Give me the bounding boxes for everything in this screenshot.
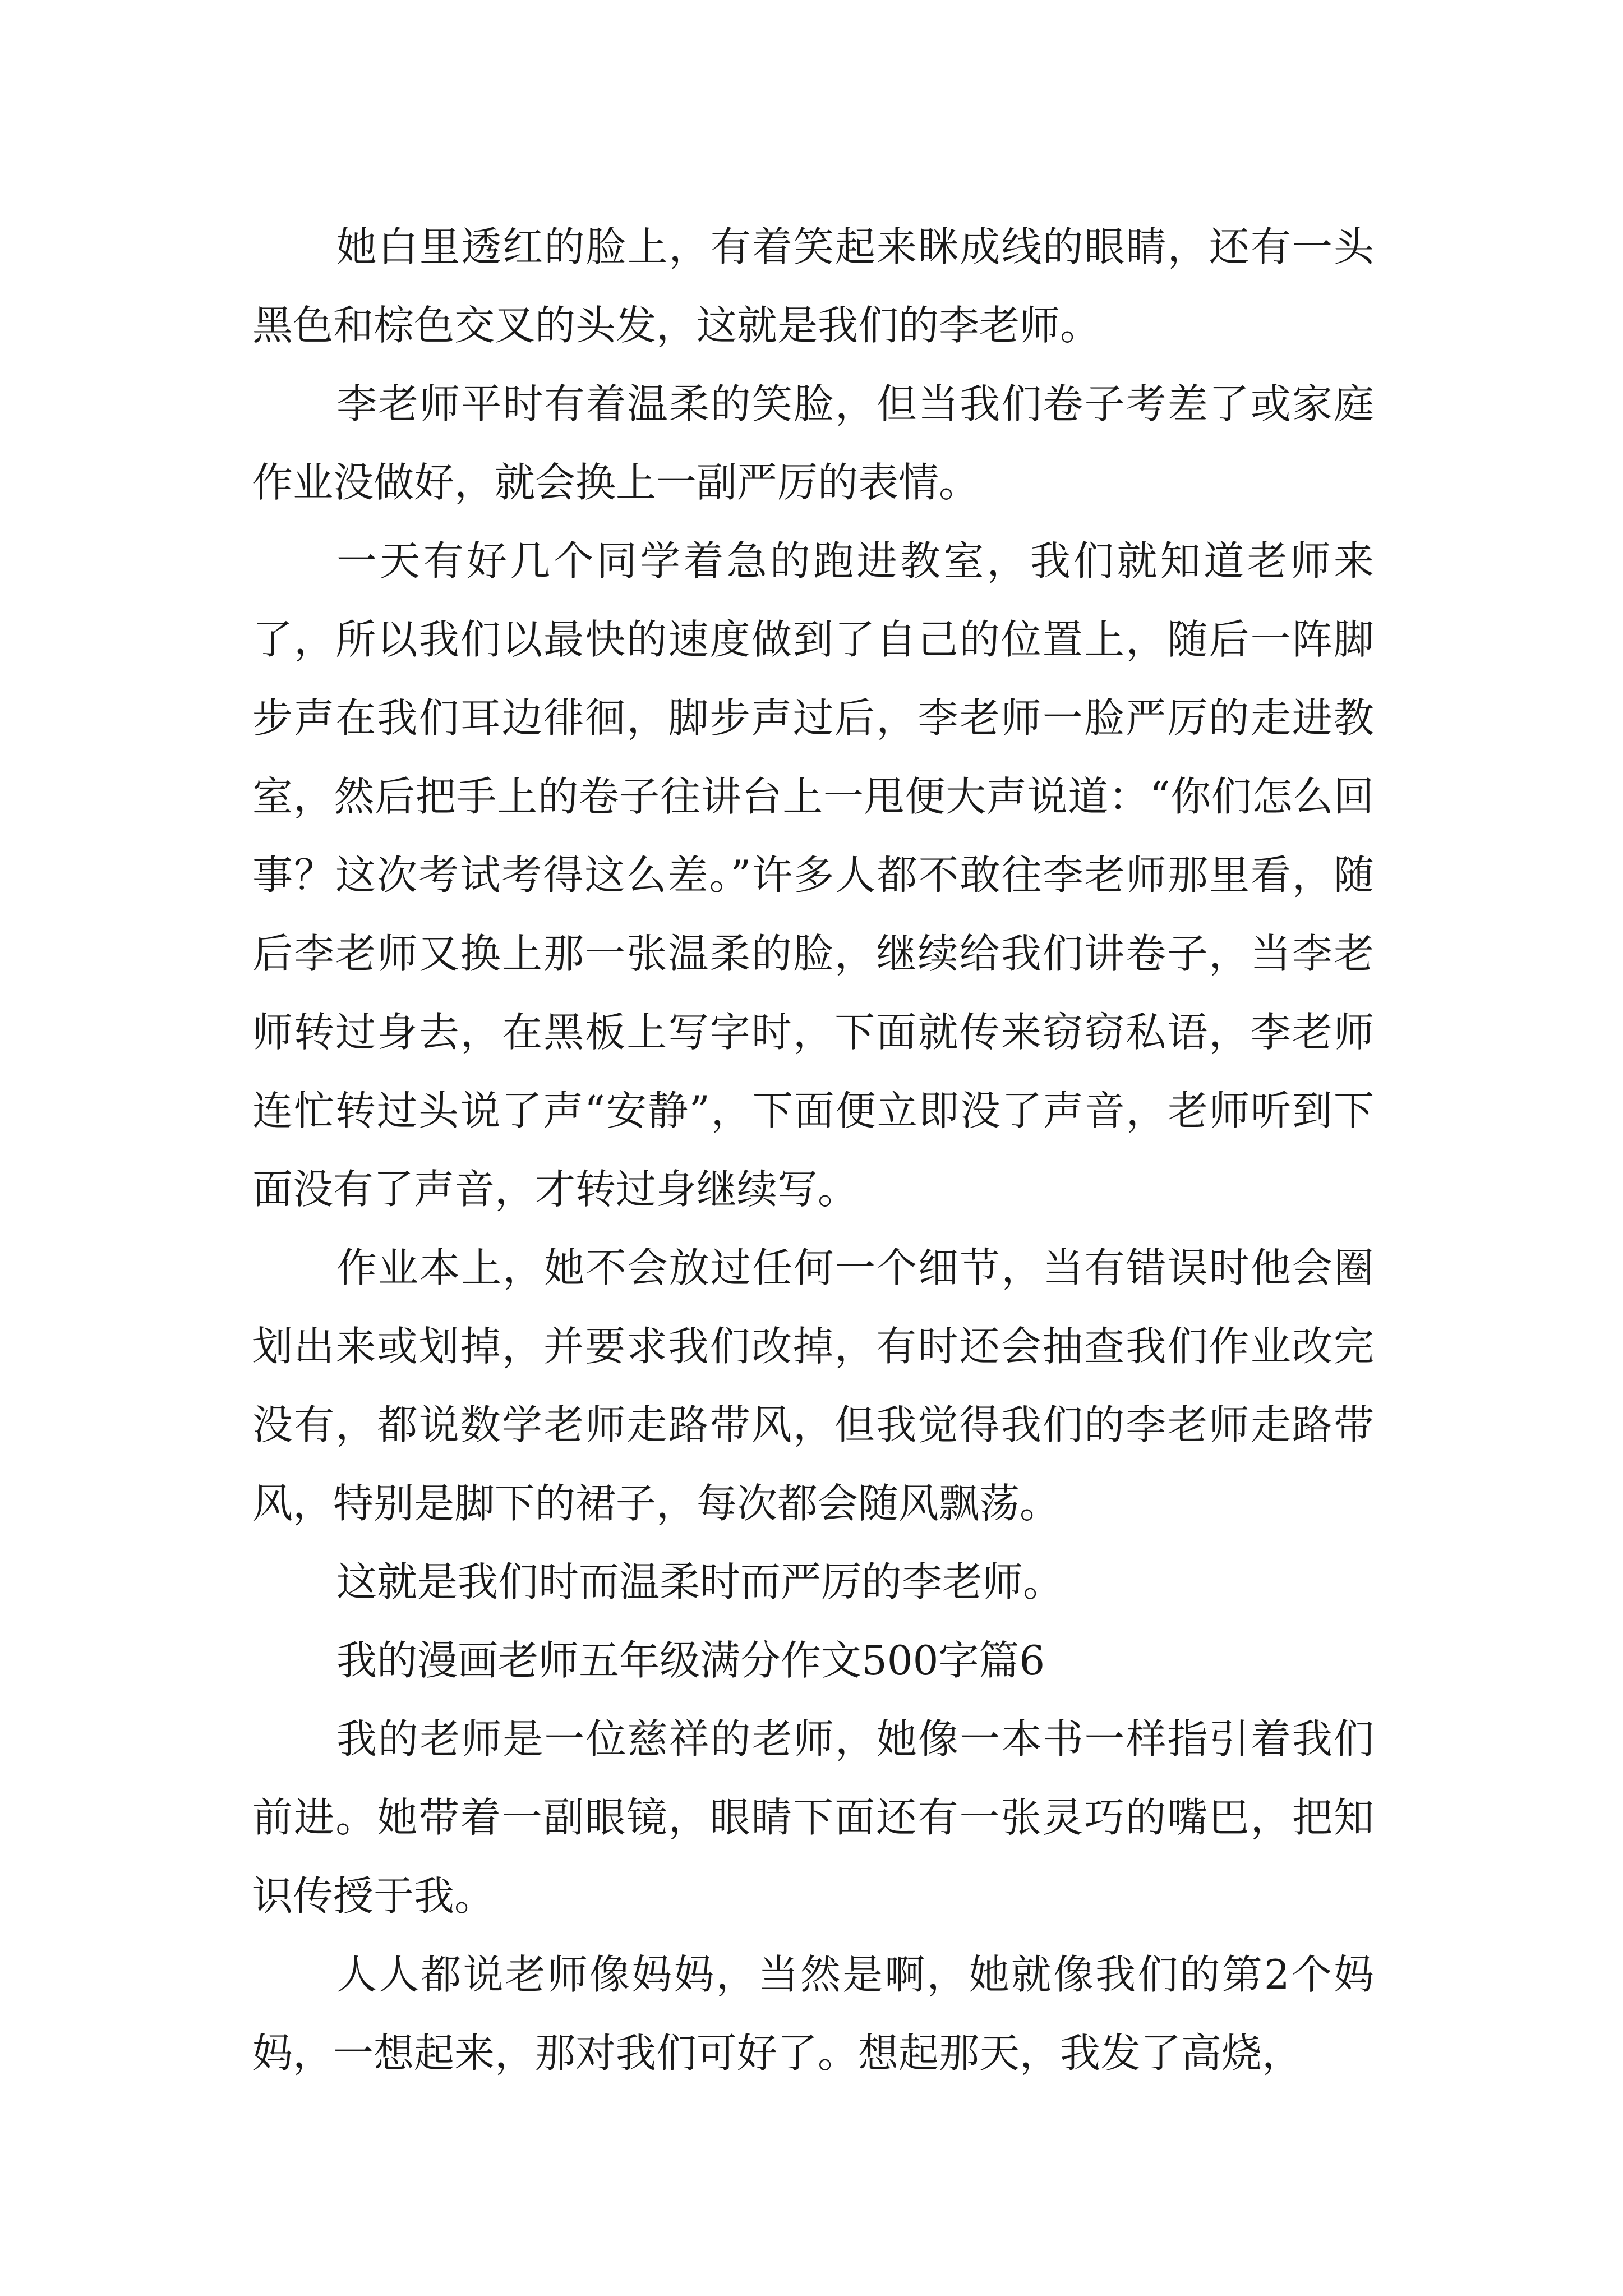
paragraph-2: 李老师平时有着温柔的笑脸，但当我们卷子考差了或家庭作业没做好，就会换上一副严厉的表情。 (252, 380, 1374, 506)
article-body (252, 208, 1374, 2092)
paragraph-1: 她白里透红的脸上，有着笑起来眯成线的眼睛，还有一头黑色和棕色交叉的头发，这就是我们的李老师。 (252, 223, 1374, 349)
section-heading: 我的漫画老师五年级满分作文500字篇6 (336, 1637, 1045, 1684)
paragraph-4: 作业本上，她不会放过任何一个细节，当有错误时他会圈划出来或划掉，并要求我们改掉，有时还会抽查我们作业改完没有，都说数学老师走路带风，但我觉得我们的李老师走路带风，特别是脚下的裙子，每次都会随风飘荡。 (252, 1244, 1374, 1527)
paragraph-3: 一天有好几个同学着急的跑进教室，我们就知道老师来了，所以我们以最快的速度做到了自己的位置上，随后一阵脚步声在我们耳边徘徊，脚步声过后，李老师一脸严厉的走进教室，然后把手上的卷子往讲台上一甩便大声说道：“你们怎么回事？这次考试考得这么差。”许多人都不敢往李老师那里看，随后李老师又换上那一张温柔的脸，继续给我们讲卷子，当李老师转过身去，在黑板上写字时，下面就传来窃窃私语，李老师连忙转过头说了声“安静”，下面便立即没了声音，老师听到下面没有了声音，才转过身继续写。 (252, 537, 1374, 1213)
paragraph-7: 人人都说老师像妈妈，当然是啊，她就像我们的第2个妈妈，一想起来，那对我们可好了。想起那天，我发了高烧， (252, 1951, 1374, 2077)
paragraph-6: 我的老师是一位慈祥的老师，她像一本书一样指引着我们前进。她带着一副眼镜，眼睛下面还有一张灵巧的嘴巴，把知识传授于我。 (252, 1715, 1374, 1920)
paragraph-5: 这就是我们时而温柔时而严厉的李老师。 (336, 1558, 1064, 1605)
